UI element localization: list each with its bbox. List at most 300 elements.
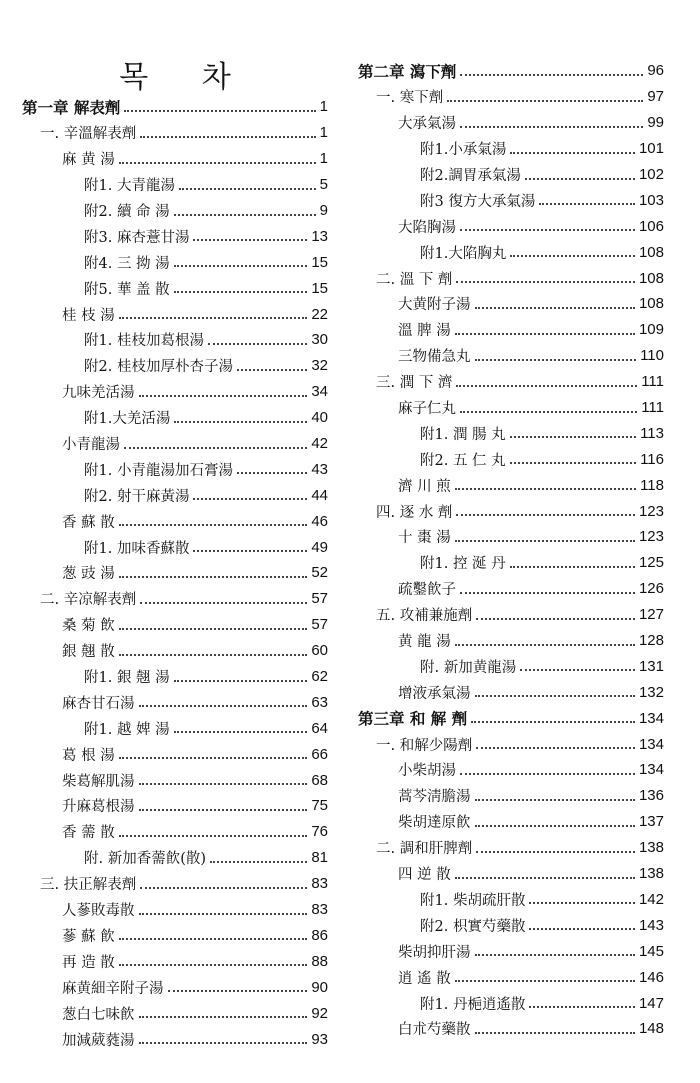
toc-entry (22, 508, 328, 534)
toc-entry (358, 136, 664, 162)
dot-leader (455, 333, 635, 335)
toc-entry (358, 239, 664, 265)
toc-entry-label: 附2. 五 仁 丸 (420, 452, 506, 469)
toc-entry (22, 172, 328, 198)
toc-entry (22, 871, 328, 897)
dot-leader (139, 705, 308, 707)
toc-entry-page-number: 108 (638, 243, 664, 261)
dot-leader (529, 928, 635, 930)
toc-entry-label: 附1. 控 涎 丹 (420, 556, 506, 573)
toc-entry-label: 四 逆 散 (398, 867, 451, 884)
toc-entry (22, 1026, 328, 1052)
dot-leader (179, 188, 316, 190)
toc-entry-page-number: 62 (311, 668, 328, 686)
toc-entry (22, 767, 328, 793)
toc-entry (358, 964, 664, 990)
dot-leader (456, 385, 637, 387)
toc-entry (358, 110, 664, 136)
toc-entry-page-number: 123 (638, 502, 664, 520)
dot-leader (476, 747, 635, 749)
toc-entry-page-number: 138 (638, 839, 664, 857)
toc-entry-page-number: 93 (311, 1030, 328, 1048)
page-title: 목 차 (119, 60, 253, 95)
toc-entry-label: 附2.調胃承氣湯 (420, 168, 521, 184)
toc-entry (358, 395, 664, 421)
toc-entry-label: 蒿芩淸膽湯 (398, 789, 471, 806)
toc-entry (22, 715, 328, 741)
toc-entry (22, 1000, 328, 1026)
toc-entry (358, 187, 664, 213)
toc-entry-label: 第三章 和 解 劑 (358, 709, 468, 729)
toc-entry-page-number: 88 (311, 952, 328, 970)
toc-entry-page-number: 86 (311, 926, 328, 944)
dot-leader (475, 825, 635, 827)
toc-entry (358, 498, 664, 524)
toc-entry-page-number: 46 (311, 512, 328, 530)
toc-entry-label: 麻子仁丸 (398, 401, 456, 418)
toc-entry-page-number: 102 (638, 166, 664, 183)
toc-entry-label: 附2. 桂枝加厚朴杏子湯 (84, 359, 233, 376)
toc-entry (22, 845, 328, 871)
dot-leader (210, 861, 307, 863)
dot-leader (193, 498, 307, 500)
dot-leader (208, 343, 307, 345)
toc-entry (22, 94, 328, 120)
toc-entry-page-number: 147 (638, 994, 664, 1012)
dot-leader (119, 654, 308, 656)
dot-leader (139, 783, 308, 785)
toc-column-left (22, 94, 328, 1052)
toc-entry (358, 757, 664, 783)
toc-entry-page-number: 52 (311, 564, 328, 582)
toc-entry (22, 223, 328, 249)
dot-leader (455, 644, 635, 646)
toc-entry-page-number: 148 (638, 1020, 664, 1038)
toc-entry-label: 三. 潤 下 濟 (376, 375, 453, 392)
toc-entry (358, 887, 664, 913)
toc-entry-label: 桂 枝 湯 (62, 307, 115, 324)
toc-entry-label: 一. 寒下劑 (376, 90, 444, 107)
toc-entry (358, 420, 664, 446)
dot-leader (119, 524, 308, 526)
dot-leader (139, 913, 308, 915)
toc-entry (22, 612, 328, 638)
toc-entry-label: 大陷胸湯 (398, 219, 456, 236)
dot-leader (237, 369, 307, 371)
dot-leader (119, 757, 308, 759)
dot-leader (174, 214, 316, 216)
toc-entry (358, 809, 664, 835)
toc-entry-page-number: 60 (311, 642, 328, 660)
toc-entry (358, 861, 664, 887)
dot-leader (460, 773, 635, 775)
toc-entry-page-number: 111 (641, 373, 664, 391)
toc-entry-label: 附1. 小青龍湯加石膏湯 (84, 462, 233, 479)
toc-entry-label: 人蔘敗毒散 (62, 903, 135, 920)
toc-entry-page-number: 83 (311, 901, 328, 919)
toc-entry-page-number: 75 (311, 797, 328, 815)
toc-entry-label: 十 棗 湯 (398, 530, 451, 547)
toc-entry-page-number: 15 (311, 253, 328, 271)
toc-entry-label: 白朮芍藥散 (398, 1022, 471, 1039)
dot-leader (139, 395, 308, 397)
toc-entry-label: 葱白七味飮 (62, 1006, 135, 1023)
toc-entry-label: 麻 黄 湯 (62, 152, 115, 169)
toc-entry-page-number: 34 (311, 383, 328, 401)
toc-entry-page-number: 76 (311, 823, 328, 841)
toc-entry (358, 84, 664, 110)
toc-entry (22, 249, 328, 275)
dot-leader (520, 669, 635, 671)
toc-entry-label: 附1. 桂枝加葛根湯 (84, 333, 204, 350)
toc-entry-label: 香 蘇 散 (62, 514, 115, 531)
dot-leader (119, 938, 308, 940)
toc-entry-label: 附1. 銀 翹 湯 (84, 670, 170, 687)
toc-entry-label: 柴胡抑肝湯 (398, 944, 471, 961)
dot-leader (193, 550, 307, 552)
toc-entry (22, 923, 328, 949)
toc-entry-page-number: 106 (638, 217, 664, 235)
toc-entry-label: 黄 龍 湯 (398, 634, 451, 651)
toc-entry (358, 653, 664, 679)
toc-entry (22, 638, 328, 664)
toc-entry-page-number: 131 (638, 657, 664, 675)
dot-leader (174, 421, 307, 423)
toc-entry-page-number: 127 (638, 606, 664, 624)
toc-entry-page-number: 49 (311, 538, 328, 556)
toc-entry (358, 835, 664, 861)
toc-entry-label: 香 薷 散 (62, 825, 115, 842)
toc-entry-label: 附2. 射干麻黃湯 (84, 488, 190, 505)
toc-entry-label: 大黄附子湯 (398, 297, 471, 314)
toc-entry-page-number: 42 (311, 435, 328, 453)
toc-entry-page-number: 128 (638, 632, 664, 650)
dot-leader (456, 514, 635, 516)
toc-entry-page-number: 101 (638, 140, 664, 158)
toc-entry-label: 二. 溫 下 劑 (376, 271, 453, 288)
dot-leader (139, 809, 308, 811)
toc-entry (358, 1016, 664, 1042)
toc-entry-label: 附1. 柴胡疏肝散 (420, 892, 526, 909)
toc-entry (358, 58, 664, 84)
dot-leader (237, 472, 307, 474)
toc-entry-label: 附1.大陷胸丸 (420, 245, 507, 262)
toc-entry (22, 456, 328, 482)
toc-entry (358, 343, 664, 369)
dot-leader (456, 281, 635, 283)
toc-entry (22, 560, 328, 586)
toc-entry (358, 576, 664, 602)
toc-entry (358, 628, 664, 654)
dot-leader (119, 317, 308, 319)
dot-leader (119, 835, 308, 837)
toc-entry (22, 586, 328, 612)
dot-leader (139, 1016, 308, 1018)
toc-entry-label: 附1.小承氣湯 (420, 142, 507, 159)
dot-leader (460, 126, 643, 128)
toc-entry-label: 附1. 大青龍湯 (84, 178, 175, 195)
toc-entry-page-number: 146 (638, 968, 664, 986)
toc-entry (358, 265, 664, 291)
toc-entry-page-number: 81 (311, 849, 328, 867)
dot-leader (539, 203, 635, 205)
toc-entry-label: 疏鑿飮子 (398, 582, 456, 599)
toc-entry (358, 705, 664, 731)
toc-entry-label: 逍 遙 散 (398, 970, 451, 987)
toc-entry-page-number: 66 (311, 745, 328, 763)
toc-entry-label: 小青龍湯 (62, 437, 120, 454)
toc-entry-label: 溫 脾 湯 (398, 323, 451, 340)
toc-entry-page-number: 30 (311, 331, 328, 349)
toc-entry-label: 附2. 續 命 湯 (84, 204, 170, 220)
toc-entry-label: 附1. 潤 腸 丸 (420, 426, 506, 443)
toc-entry-page-number: 125 (638, 554, 664, 572)
toc-entry-label: 第二章 瀉下劑 (358, 61, 457, 81)
toc-entry-page-number: 57 (311, 616, 328, 634)
dot-leader (455, 488, 636, 490)
toc-entry-label: 葛 根 湯 (62, 747, 115, 764)
toc-entry-page-number: 118 (640, 476, 664, 494)
toc-entry-label: 麻杏甘石湯 (62, 695, 135, 712)
toc-entry-label: 四. 逐 水 劑 (376, 504, 453, 521)
dot-leader (140, 602, 307, 604)
toc-entry-label: 濟 川 煎 (398, 478, 451, 495)
toc-entry-page-number: 83 (311, 875, 328, 893)
toc-entry-label: 麻黄細辛附子湯 (62, 980, 164, 997)
toc-entry-page-number: 111 (641, 399, 664, 417)
toc-entry-page-number: 143 (638, 916, 664, 934)
dot-leader (475, 307, 635, 309)
toc-entry-label: 附1. 越 婢 湯 (84, 721, 170, 738)
toc-column-right (358, 58, 664, 1042)
toc-entry-page-number: 110 (640, 347, 664, 365)
toc-entry-label: 附1. 丹梔逍遙散 (420, 996, 526, 1013)
toc-entry-page-number: 134 (638, 735, 664, 753)
toc-entry-label: 一. 辛溫解表劑 (40, 126, 137, 143)
toc-entry-page-number: 108 (638, 269, 664, 287)
dot-leader (140, 887, 307, 889)
dot-leader (525, 178, 635, 180)
toc-entry (22, 974, 328, 1000)
toc-entry-page-number: 9 (319, 202, 328, 219)
toc-entry-label: 三物備急丸 (398, 349, 471, 366)
toc-entry-page-number: 123 (638, 528, 664, 546)
toc-entry-label: 二. 調和肝脾劑 (376, 841, 473, 858)
toc-entry-label: 蔘 蘇 飮 (62, 928, 115, 945)
toc-entry-page-number: 15 (311, 279, 328, 297)
dot-leader (510, 436, 636, 438)
toc-entry (22, 689, 328, 715)
toc-entry (22, 275, 328, 301)
toc-entry-page-number: 97 (647, 88, 664, 106)
toc-entry (358, 731, 664, 757)
toc-entry-label: 柴葛解肌湯 (62, 773, 135, 790)
dot-leader (168, 990, 308, 992)
toc-entry-label: 附3 復方大承氣湯 (420, 193, 536, 210)
toc-entry-page-number: 136 (638, 787, 664, 805)
toc-entry-label: 升麻葛根湯 (62, 799, 135, 816)
toc-entry-label: 小柴胡湯 (398, 763, 456, 780)
dot-leader (529, 902, 635, 904)
toc-entry-label: 附. 新加黄龍湯 (420, 659, 517, 676)
toc-entry (358, 524, 664, 550)
toc-entry-page-number: 13 (311, 227, 328, 245)
toc-entry-page-number: 116 (640, 450, 664, 468)
toc-entry-label: 附5. 華 盖 散 (84, 281, 170, 298)
toc-entry-page-number: 138 (638, 865, 664, 883)
dot-leader (193, 239, 307, 241)
toc-entry-label: 一. 和解少陽劑 (376, 737, 473, 754)
toc-entry (22, 897, 328, 923)
toc-entry (22, 534, 328, 560)
toc-entry (22, 664, 328, 690)
toc-entry-label: 附4. 三 拗 湯 (84, 255, 170, 272)
toc-entry (22, 431, 328, 457)
toc-entry (22, 819, 328, 845)
toc-entry-label: 柴胡達原飮 (398, 815, 471, 832)
toc-entry-page-number: 63 (311, 693, 328, 711)
toc-entry (358, 679, 664, 705)
dot-leader (460, 74, 643, 76)
toc-entry (358, 990, 664, 1016)
toc-entry (358, 369, 664, 395)
toc-entry (358, 213, 664, 239)
toc-entry-label: 附1.大羌活湯 (84, 411, 171, 428)
toc-entry-label: 九味羌活湯 (62, 385, 135, 402)
toc-entry-page-number: 99 (647, 114, 664, 132)
toc-entry (22, 146, 328, 172)
toc-entry-label: 銀 翹 散 (62, 644, 115, 661)
dot-leader (174, 291, 308, 293)
dot-leader (119, 162, 316, 164)
toc-entry (22, 482, 328, 508)
toc-entry-label: 附3. 麻杏薏甘湯 (84, 229, 190, 246)
toc-entry-page-number: 96 (647, 62, 664, 80)
toc-entry-page-number: 134 (638, 761, 664, 779)
dot-leader (475, 954, 635, 956)
dot-leader (460, 411, 637, 413)
dot-leader (124, 110, 315, 112)
dot-leader (140, 136, 315, 138)
toc-entry (358, 938, 664, 964)
dot-leader (455, 540, 635, 542)
toc-entry-label: 大承氣湯 (398, 116, 456, 133)
toc-entry (358, 550, 664, 576)
toc-entry-page-number: 1 (319, 150, 328, 168)
toc-entry (22, 327, 328, 353)
dot-leader (174, 731, 308, 733)
toc-entry-page-number: 1 (319, 98, 328, 116)
toc-entry-label: 加減葳蕤湯 (62, 1032, 135, 1049)
toc-entry (358, 291, 664, 317)
toc-entry (22, 301, 328, 327)
toc-entry (22, 741, 328, 767)
dot-leader (510, 566, 635, 568)
dot-leader (510, 255, 635, 257)
dot-leader (460, 592, 635, 594)
dot-leader (174, 265, 308, 267)
dot-leader (529, 1006, 635, 1008)
dot-leader (510, 152, 635, 154)
dot-leader (510, 462, 636, 464)
toc-entry-label: 桑 菊 飲 (62, 618, 115, 635)
toc-entry-page-number: 40 (311, 409, 328, 427)
dot-leader (455, 980, 635, 982)
toc-entry (22, 198, 328, 224)
dot-leader (455, 877, 635, 879)
toc-entry-page-number: 1 (319, 124, 328, 142)
toc-entry (358, 472, 664, 498)
dot-leader (460, 229, 635, 231)
toc-entry-page-number: 132 (638, 683, 664, 701)
toc-entry-page-number: 90 (311, 978, 328, 996)
dot-leader (139, 1042, 308, 1044)
toc-entry-page-number: 145 (638, 942, 664, 960)
toc-entry-page-number: 5 (319, 176, 328, 194)
toc-entry-page-number: 108 (638, 295, 664, 313)
toc-entry-label: 附2. 枳實芍藥散 (420, 918, 526, 935)
toc-entry (358, 317, 664, 343)
toc-entry-page-number: 32 (311, 357, 328, 375)
toc-entry-page-number: 142 (638, 890, 664, 908)
toc-entry-label: 二. 辛凉解表劑 (40, 592, 137, 609)
dot-leader (475, 359, 637, 361)
toc-entry (358, 446, 664, 472)
toc-entry-page-number: 44 (311, 486, 328, 504)
toc-entry-label: 葱 豉 湯 (62, 566, 115, 583)
toc-entry (22, 948, 328, 974)
toc-entry-page-number: 64 (311, 719, 328, 737)
dot-leader (119, 964, 308, 966)
toc-entry (358, 783, 664, 809)
dot-leader (119, 576, 308, 578)
toc-entry (22, 120, 328, 146)
dot-leader (476, 851, 635, 853)
toc-entry-page-number: 134 (638, 709, 664, 727)
toc-entry-label: 再 造 散 (62, 954, 115, 971)
toc-entry-label: 五. 攻補兼施劑 (376, 608, 473, 625)
toc-entry-page-number: 43 (311, 460, 328, 478)
dot-leader (475, 695, 635, 697)
toc-entry-page-number: 103 (638, 191, 664, 209)
toc-entry-page-number: 137 (638, 813, 664, 831)
toc-entry-page-number: 68 (311, 771, 328, 789)
dot-leader (174, 680, 308, 682)
dot-leader (119, 628, 308, 630)
toc-entry (22, 793, 328, 819)
toc-entry-page-number: 109 (638, 321, 664, 339)
dot-leader (124, 447, 307, 449)
toc-entry (358, 912, 664, 938)
toc-entry-label: 三. 扶正解表劑 (40, 877, 137, 894)
toc-entry-page-number: 126 (638, 580, 664, 598)
toc-entry-page-number: 22 (311, 305, 328, 323)
toc-entry-label: 附1. 加味香蘇散 (84, 540, 190, 557)
dot-leader (476, 618, 635, 620)
toc-entry (22, 379, 328, 405)
toc-entry-label: 第一章 解表劑 (22, 97, 121, 117)
toc-entry (22, 405, 328, 431)
toc-entry-page-number: 113 (640, 424, 664, 442)
dot-leader (475, 1032, 635, 1034)
toc-entry-page-number: 92 (311, 1004, 328, 1022)
dot-leader (475, 799, 635, 801)
dot-leader (447, 100, 643, 102)
dot-leader (471, 721, 635, 723)
toc-entry-page-number: 57 (311, 590, 328, 608)
toc-entry (22, 353, 328, 379)
toc-entry-label: 附. 新加香薷飮(散) (84, 851, 207, 868)
